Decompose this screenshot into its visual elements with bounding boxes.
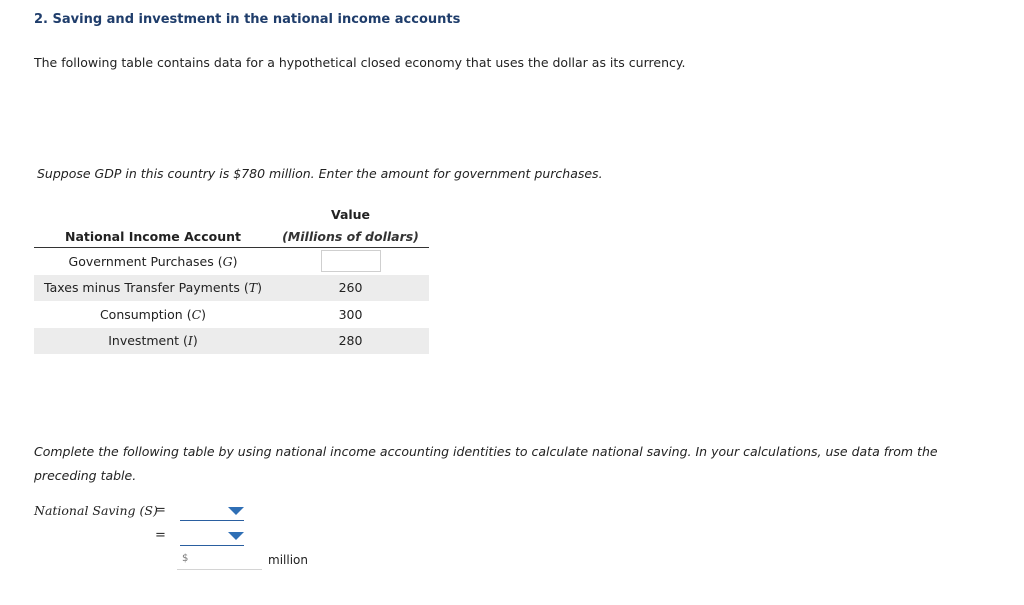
saving-formula-dropdown-2[interactable] xyxy=(180,529,244,546)
caret-down-icon xyxy=(228,507,244,515)
value-header: Value xyxy=(330,207,371,222)
account-header: National Income Account xyxy=(34,222,272,248)
national-income-table xyxy=(34,200,429,354)
table-row-government-purchases: Government Purchases (G) xyxy=(34,248,429,275)
gdp-prompt: Suppose GDP in this country is $780 million. Enter the amount for government purchases. xyxy=(37,166,603,181)
row-value: 260 xyxy=(272,275,429,302)
dollar-sign: $ xyxy=(182,553,189,564)
unit-label: million xyxy=(268,553,308,567)
units-header: (Millions of dollars) xyxy=(282,229,419,244)
row-value: 280 xyxy=(272,328,429,355)
row-label: Taxes minus Transfer Payments xyxy=(44,280,240,296)
row-symbol: I xyxy=(187,333,193,349)
equals-sign: = xyxy=(155,503,166,518)
national-saving-amount-input[interactable] xyxy=(177,550,262,570)
intro-text: The following table contains data for a hypothetical closed economy that uses the dollar as its currency. xyxy=(34,55,686,70)
row-value: 300 xyxy=(338,306,363,322)
row-label: Consumption xyxy=(99,306,183,322)
equals-sign: = xyxy=(155,528,166,543)
national-saving-label: National Saving (S) xyxy=(34,503,158,518)
table-row-investment: Investment (I) 280 xyxy=(34,328,429,355)
question-heading: 2. Saving and investment in the national income accounts xyxy=(34,12,461,27)
saving-formula-dropdown-1[interactable] xyxy=(180,504,244,521)
complete-prompt: Complete the following table by using national income accounting identities to calculate national saving. In your calculations, use data from the preceding table. xyxy=(34,444,938,483)
caret-down-icon xyxy=(228,532,244,540)
government-purchases-input[interactable] xyxy=(321,250,381,272)
table-row-consumption: Consumption (C) 300 xyxy=(34,301,429,328)
table-row-taxes: Taxes minus Transfer Payments (T) 260 xyxy=(34,275,429,302)
row-symbol: T xyxy=(248,280,258,296)
row-symbol: G xyxy=(222,253,233,269)
row-label: Government Purchases xyxy=(68,253,214,269)
row-label: Investment xyxy=(108,333,180,349)
row-symbol: C xyxy=(191,306,202,322)
